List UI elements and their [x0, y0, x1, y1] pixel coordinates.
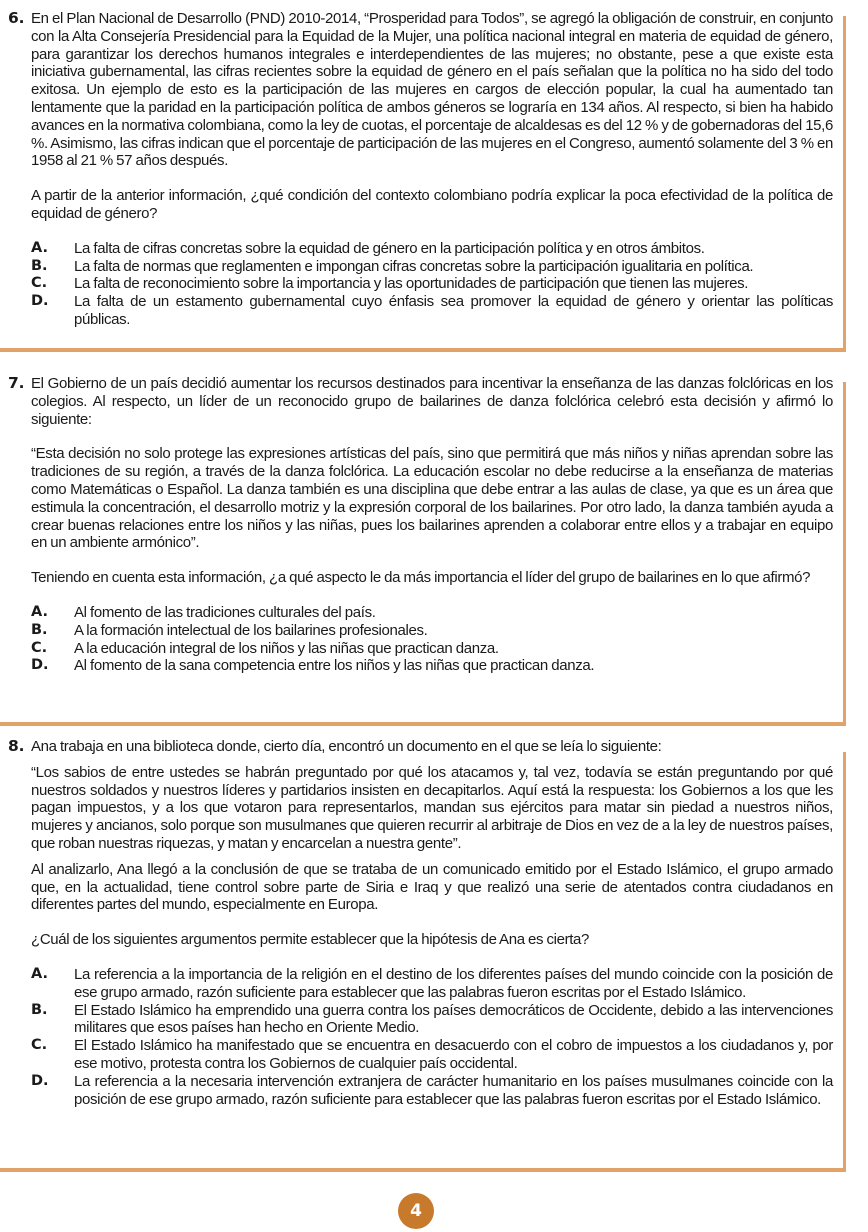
question-prompt: A partir de la anterior información, ¿qué condición del contexto colombiano podría explicar la poca efectividad de la política de equidad de género? [31, 187, 833, 222]
option-text: A la educación integral de los niños y las niñas que practican danza. [74, 639, 499, 657]
option-letter: D. [31, 293, 49, 310]
option-letter: A. [31, 239, 48, 256]
answer-option-d[interactable] [31, 657, 833, 675]
option-text: El Estado Islámico ha manifestado que se encuentra en desacuerdo con el cobro de impuestos a los ciudadanos y, por ese motivo, protesta contra los Gobiernos de cualquier país occidental. [74, 1037, 833, 1072]
option-text: Al fomento de las tradiciones culturales del país. [74, 603, 376, 621]
answer-option-a[interactable] [31, 966, 833, 1002]
answer-option-d[interactable] [31, 1073, 833, 1109]
option-letter: D. [31, 657, 49, 674]
question-7 [0, 352, 846, 726]
question-context: Ana trabaja en una biblioteca donde, cierto día, encontró un documento en el que se leía lo siguiente: [31, 738, 662, 755]
question-context: En el Plan Nacional de Desarrollo (PND) 2010-2014, “Prosperidad para Todos”, se agregó la obligación de construir, en conjunto con la Alta Consejería Presidencial para la Equidad de la Mujer, una política nacional integral en materia de equidad de género, para garantizar los derechos humanos integrales e interdependientes de las mujeres; no obstante, pese a que existe esta iniciativa gubernamental, las cifras recientes sobre la equidad de género en el país señalan que la política no ha sido del todo exitosa. Un ejemplo de esto es la participación de las mujeres en cargos de elección popular, la cual ha aumentado tan lentamente que la paridad en la participación política de ambos géneros se lograría en 134 años. Al respecto, si bien ha habido avances en la normativa colombiana, como la ley de cuotas, el porcentaje de alcaldesas es del 12 % y de gobernadoras del 15,6 %. Asimismo, las cifras indican que el porcentaje de participación de las mujeres en el Congreso, aumentó solamente del 3 % en 1958 al 21 % 57 años después. [31, 10, 833, 170]
option-letter: B. [31, 257, 48, 274]
question-context: El Gobierno de un país decidió aumentar los recursos destinados para incentivar la enseñanza de las danzas folclóricas en los colegios. Al respecto, un líder de un reconocido grupo de bailarines de danza folclórica celebró esta decisión y afirmó lo siguiente: [31, 375, 833, 428]
answer-option-a[interactable] [31, 240, 833, 258]
option-letter: C. [31, 275, 48, 292]
answer-option-c[interactable] [31, 1037, 833, 1073]
option-text: El Estado Islámico ha emprendido una guerra contra los países democráticos de Occidente, debido a las intervenciones militares que esos países han hecho en Oriente Medio. [74, 1001, 833, 1037]
answer-option-a[interactable] [31, 604, 833, 622]
answer-option-b[interactable] [31, 622, 833, 640]
question-frame-right [843, 752, 846, 1172]
option-letter: B. [31, 1001, 48, 1018]
answer-options [31, 240, 833, 329]
question-prompt: ¿Cuál de los siguientes argumentos permite establecer que la hipótesis de Ana es cierta? [31, 931, 590, 949]
option-text: Al fomento de la sana competencia entre los niños y las niñas que practican danza. [74, 657, 595, 675]
question-frame-right [843, 382, 846, 726]
option-text: La falta de cifras concretas sobre la equidad de género en la participación política y en otros ámbitos. [74, 239, 705, 257]
question-body [31, 10, 833, 329]
option-text: La falta de reconocimiento sobre la importancia y las oportunidades de participación que tienen las mujeres. [74, 275, 749, 293]
question-frame-right [843, 16, 846, 352]
page-number-badge: 4 [398, 1193, 434, 1229]
question-number: 7. [8, 374, 25, 392]
option-text: La falta de normas que reglamenten e impongan cifras concretas sobre la participación igualitaria en política. [74, 257, 754, 275]
option-text: La referencia a la importancia de la religión en el destino de los diferentes países del mundo coincide con la posición de ese grupo armado, razón suficiente para establecer que las palabras fueron escritas por el Estado Islámico. [74, 965, 833, 1001]
question-body [31, 375, 833, 675]
question-number: 6. [8, 9, 25, 27]
answer-option-d[interactable] [31, 293, 833, 329]
answer-options [31, 604, 833, 675]
option-letter: D. [31, 1072, 49, 1089]
question-prompt: Teniendo en cuenta esta información, ¿a qué aspecto le da más importancia el líder del grupo de bailarines en lo que afirmó? [31, 569, 811, 587]
option-text: La falta de un estamento gubernamental cuyo énfasis sea promover la equidad de género y orientar las políticas públicas. [74, 293, 833, 328]
option-letter: C. [31, 1037, 48, 1054]
quoted-statement: “Los sabios de entre ustedes se habrán preguntado por qué los atacamos y, tal vez, todavía se están preguntando por qué nuestros soldados y nuestros líderes y partidarios insisten en decapitarlos. Aquí está la respuesta: los Gobiernos a los que les pagan impuestos, y a los que votaron para representarlos, mandan sus ejércitos para matar sin piedad a nuestros niños, mujeres y ancianos, solo porque son musulmanes que quieren recurrir al arbitraje de Dios en vez de a la ley de nuestros países, que roban nuestras riquezas, y matan y encarcelan a nuestra gente”. [31, 763, 833, 852]
option-letter: A. [31, 965, 48, 982]
answer-option-c[interactable] [31, 275, 833, 293]
question-8 [0, 726, 846, 1172]
answer-option-b[interactable] [31, 258, 833, 276]
option-letter: B. [31, 621, 48, 638]
option-letter: C. [31, 639, 48, 656]
question-body [31, 738, 833, 1108]
answer-options [31, 966, 833, 1108]
analysis-paragraph: Al analizarlo, Ana llegó a la conclusión de que se trataba de un comunicado emitido por el Estado Islámico, el grupo armado que, en la actualidad, tiene control sobre parte de Siria e Iraq y que realizó una serie de atentados contra ciudadanos en diferentes partes del mundo, especialmente en Europa. [31, 860, 833, 914]
question-number: 8. [8, 737, 25, 755]
question-frame-bottom [0, 1168, 846, 1172]
option-letter: A. [31, 603, 48, 620]
option-text: A la formación intelectual de los bailarines profesionales. [74, 621, 428, 639]
answer-option-c[interactable] [31, 640, 833, 658]
quoted-statement: “Esta decisión no solo protege las expresiones artísticas del país, sino que permitirá que más niños y niñas aprendan sobre las tradiciones de su región, a través de la danza folclórica. La educación escolar no debe reducirse a la enseñanza de materias como Matemáticas o Español. La danza también es una disciplina que debe entrar a las aulas de clase, ya que es un área que estimula la concentración, el desarrollo motriz y la expresión corporal de los bailarines. Por otro lado, la danza también ayuda a crear buenas relaciones entre los niños y las niñas, pues los bailarines aprenden a colaborar entre ellos y a trabajar en equipo en un ambiente armónico”. [31, 445, 833, 552]
question-6 [0, 0, 846, 352]
option-text: La referencia a la necesaria intervención extranjera de carácter humanitario en los países musulmanes coincide con la posición de ese grupo armado, razón suficiente para establecer que las palabras fueron escritas por el Estado Islámico. [74, 1072, 833, 1108]
answer-option-b[interactable] [31, 1002, 833, 1038]
